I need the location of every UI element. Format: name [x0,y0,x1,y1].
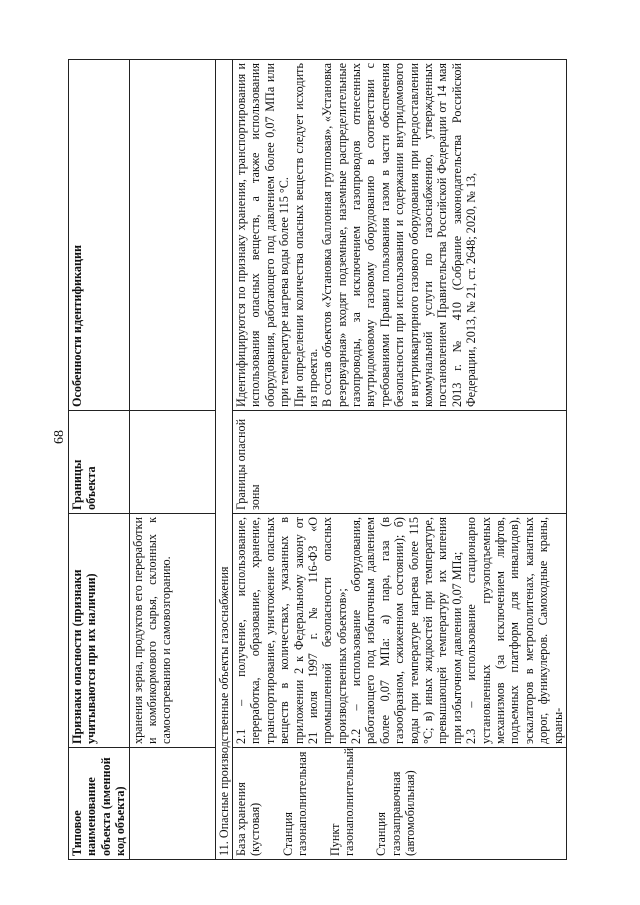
header-row [69,60,130,860]
section-row [215,60,232,860]
object-name: Пункт газонаполнительный [327,747,356,856]
object-names-cell [232,748,566,860]
boundaries-cell: Границы опасной зоны [232,411,566,514]
header-danger-signs: Признаки опасности (признаки учитываются при их наличии) [69,514,130,748]
features-paragraph: При определении количества опасных веществ следует исходить из проекта. [291,63,320,407]
features-paragraph: Идентифицируются по признаку хранения, транспортирования и использования опасных веществ, а также использования оборудования, работающего под давлением более 0,07 МПа или при температуре нагрева воды более 115 °С. [233,63,292,407]
header-features: Особенности идентификации [69,60,130,411]
features-paragraph: В состав объектов «Установка баллонная групповая», «Установка резервуарная» входят подземные, наземные распределительные газопроводы, за исключением газопроводов отнесенных внутридомовому газовому оборудованию в соответствии с требованиями Правил пользования газом в части обеспечения безопасности при использовании и содержании внутридомового и внутриквартирного газового оборудования при предоставлении коммунальной услуги по газоснабжению, утвержденных постановлением Правительства Российской Федерации от 14 мая 2013 г. № 410 (Собрание законодательства Российской Федерации, 2013, № 21, ст. 2648; 2020, № 13, [320,63,479,407]
header-object-name: Типовое наименование объекта (именной код объекта) [69,748,130,860]
sign-2-2: 2.2 – использование оборудования, работающего под избыточным давлением более 0,07 МПа: а) пара, газа (в газообразном, сжиженном состоянии); б) воды при температуре нагрева более 115 °С; в) иных жидкостей при температуре, превышающей температуру их кипения при избыточном давлении 0,07 МПа; [349,517,464,744]
sign-2-1: 2.1 – получение, использование, переработка, образование, хранение, транспортирование, уничтожение опасных веществ в количествах, указанных в приложении 2 к Федеральному закону от 21 июля 1997 г. № 116-ФЗ «О промышленной безопасности опасных производственных объектов»; [233,517,349,744]
sign-2-3: 2.3 – использование стационарно установленных грузоподъемных механизмов (за исключением лифтов, подъемных платформ для инвалидов), эскалаторов в метрополитенах, канатных дорог, фуникулеров. Самоходные краны, краны- [464,517,565,744]
page-number: 68 [52,430,67,444]
section-title: 11. Опасные производственные объекты газоснабжения [215,60,232,860]
object-name: Станция газонаполнительная [280,751,310,856]
continuation-signs: хранения зерна, продуктов его переработки и комбикормового сырья, склонных к самосогреванию и самовозгоранию. [129,514,215,748]
object-name: Станция газозаправочная (автомобильная) [374,770,418,856]
continuation-row [129,60,215,860]
identification-table [68,59,567,860]
table-row [232,60,566,860]
header-boundaries: Границы объекта [69,411,130,514]
object-name: База хранения (кустовая) [233,782,263,856]
rotated-table-wrapper [68,60,568,860]
features-cell [232,60,566,411]
danger-signs-cell [232,514,566,748]
